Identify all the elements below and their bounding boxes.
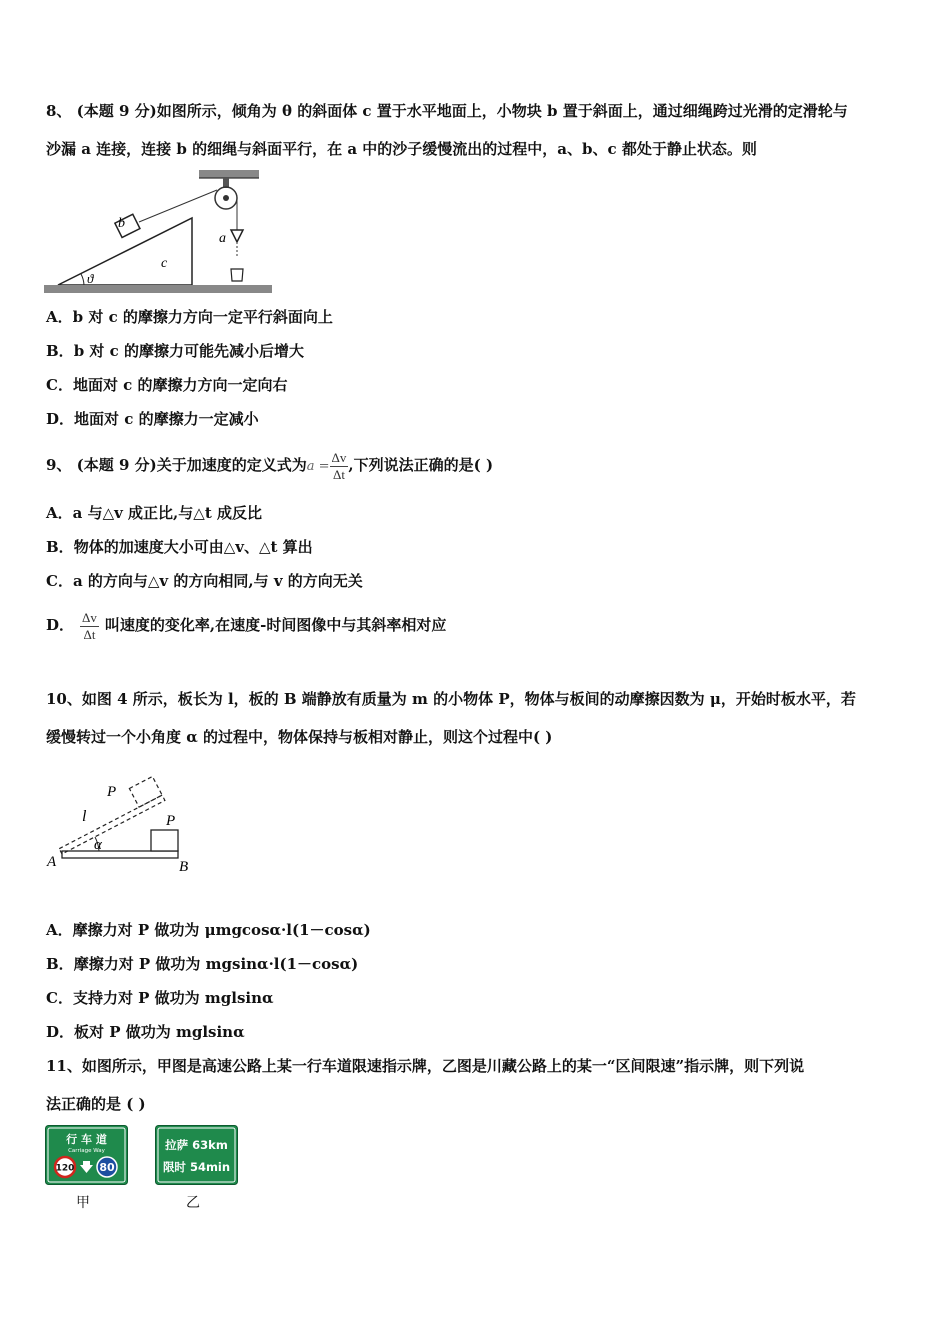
q10-label-a: A — [47, 854, 57, 870]
q8-label-a: a — [219, 231, 226, 246]
q10-option-b: B．摩擦力对 P 做功为 mgsinα·l(1－cosα) — [46, 955, 359, 973]
q10-option-c: C．支持力对 P 做功为 mglsinα — [46, 989, 274, 1007]
q10-board-rotated — [59, 795, 165, 854]
q9-formula-lhs: a = — [306, 459, 330, 474]
q11-caption-jia: 甲 — [76, 1195, 90, 1211]
q11-caption-yi: 乙 — [186, 1195, 200, 1211]
q8-cup — [231, 269, 243, 281]
q10-stem-line2: 缓慢转过一个小角度 α 的过程中，物体保持与板相对静止，则这个过程中( ) — [46, 728, 553, 746]
q11-sign-yi-line1: 拉萨 63km — [165, 1138, 228, 1152]
q11-sign-jia-right-limit: 80 — [99, 1161, 115, 1174]
q11-sign-jia-subtitle: Carriage Way — [68, 1148, 105, 1154]
q8-rope-incline — [139, 190, 217, 222]
q10-figure — [44, 764, 204, 880]
q11-sign-jia-left-limit: 120 — [55, 1163, 75, 1174]
q8-stem-line2: 沙漏 a 连接，连接 b 的细绳与斜面平行，在 a 中的沙子缓慢流出的过程中，a、b、c 都处于静止状态。则 — [46, 140, 757, 158]
q10-block-p — [151, 830, 178, 851]
q11-stem-line2: 法正确的是 ( ) — [46, 1095, 146, 1113]
q10-label-p: P — [166, 813, 176, 829]
q8-stem-line1: (本题 9 分)如图所示，倾角为 θ 的斜面体 c 置于水平地面上，小物块 b 置于斜面上，通过细绳跨过光滑的定滑轮与 — [76, 102, 848, 120]
q8-option-b: B．b 对 c 的摩擦力可能先减小后增大 — [46, 342, 304, 360]
q8-number: 8、 — [46, 102, 72, 120]
q9-option-a: A．a 与△v 成正比,与△t 成反比 — [46, 504, 262, 522]
q10-label-b: B — [179, 859, 189, 875]
q8-label-theta: ϑ — [87, 271, 94, 286]
q10-label-p-top: P — [107, 784, 117, 800]
q10-board — [62, 851, 178, 858]
q10-option-d: D．板对 P 做功为 mglsinα — [46, 1023, 245, 1041]
q11-sign-yi — [155, 1125, 238, 1185]
q8-line1 — [46, 101, 848, 121]
q10-label-alpha: α — [94, 837, 102, 853]
q9-option-c: C．a 的方向与△v 的方向相同,与 v 的方向无关 — [46, 572, 363, 590]
q8-option-c: C．地面对 c 的摩擦力方向一定向右 — [46, 376, 288, 394]
q9-number: 9、 — [46, 456, 72, 474]
q10-stem-line1: 10、如图 4 所示，板长为 l，板的 B 端静放有质量为 m 的小物体 P，物体与板间的动摩擦因数为 μ，开始时板水平，若 — [46, 690, 856, 708]
q8-sand-funnel-a — [231, 230, 243, 242]
q9-option-b: B．物体的加速度大小可由△v、△t 算出 — [46, 538, 313, 556]
q9-stem — [46, 442, 493, 490]
q8-ceiling — [199, 170, 259, 178]
q8-ground — [44, 285, 272, 293]
q10-block-p-rotated — [129, 776, 162, 807]
q9-option-d: D． $\frac{\Delta v}{\Delta t}$ 叫速度的变化率,在速度-时间图像中与其斜率相对应 — [46, 609, 447, 642]
q9-option-d-fraction: $\frac{\Delta v}{\Delta t}$ — [82, 609, 97, 642]
q11-sign-yi-line2: 限时 54min — [162, 1160, 231, 1174]
q10-option-a: A．摩擦力对 P 做功为 μmgcosα·l(1－cosα) — [46, 921, 371, 939]
q8-label-b: b — [118, 216, 125, 231]
q8-option-a: A．b 对 c 的摩擦力方向一定平行斜面向上 — [46, 308, 333, 326]
q9-stem-after: ,下列说法正确的是( ) — [348, 456, 494, 474]
q8-label-c: c — [161, 256, 168, 271]
q8-figure — [44, 168, 276, 296]
q9-formula-fraction: $\frac{\Delta v}{\Delta t}$ — [331, 449, 347, 482]
q11-stem-line1: 11、如图所示，甲图是高速公路上某一行车道限速指示牌，乙图是川藏公路上的某一“区间限速”指示牌，则下列说 — [46, 1057, 805, 1075]
q9-stem-before: (本题 9 分)关于加速度的定义式为 — [76, 456, 307, 474]
q10-label-l: l — [82, 808, 87, 825]
q11-sign-jia — [45, 1125, 128, 1185]
q8-option-d: D．地面对 c 的摩擦力一定减小 — [46, 410, 259, 428]
q11-sign-jia-title: 行 车 道 — [66, 1133, 107, 1146]
